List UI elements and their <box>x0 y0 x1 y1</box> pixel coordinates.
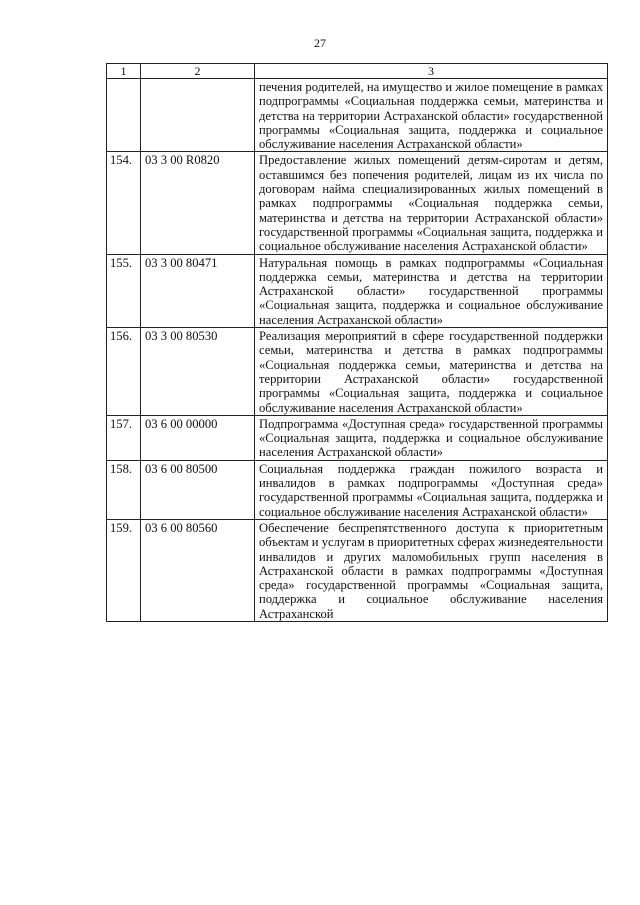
row-code: 03 6 00 80500 <box>141 460 255 519</box>
header-col-3: 3 <box>255 64 608 79</box>
row-description: Подпрограмма «Доступная среда» государственной программы «Социальная защита, поддержка и социальное обслуживание населения Астраханской области» <box>255 415 608 460</box>
table-row <box>107 519 608 621</box>
header-col-2: 2 <box>141 64 255 79</box>
row-number: 157. <box>107 415 141 460</box>
row-number <box>107 79 141 152</box>
table-header-row <box>107 64 608 79</box>
table-row <box>107 460 608 519</box>
row-number: 155. <box>107 254 141 327</box>
table-row <box>107 79 608 152</box>
row-number: 154. <box>107 152 141 254</box>
row-description: Натуральная помощь в рамках подпрограммы «Социальная поддержка семьи, материнства и детства на территории Астраханской области» государственной программы «Социальная защита, поддержка и социальное обслуживание населения Астраханской области» <box>255 254 608 327</box>
row-code: 03 3 00 80471 <box>141 254 255 327</box>
header-col-1: 1 <box>107 64 141 79</box>
table-row <box>107 328 608 416</box>
row-number: 159. <box>107 519 141 621</box>
row-description: Предоставление жилых помещений детям-сиротам и детям, оставшимся без попечения родителей, лицам из их числа по договорам найма специализированных жилых помещений в рамках подпрограммы «Социальная поддержка семьи, материнства и детства на территории Астраханской области» государственной программы «Социальная защита, поддержка и социальное обслуживание населения Астраханской области» <box>255 152 608 254</box>
budget-classification-table <box>106 63 608 622</box>
row-code: 03 3 00 R0820 <box>141 152 255 254</box>
row-description: Реализация мероприятий в сфере государственной поддержки семьи, материнства и детства в рамках подпрограммы «Социальная поддержка семьи, материнства и детства на территории Астраханской области» государственной программы «Социальная защита, поддержка и социальное обслуживание населения Астраханской области» <box>255 328 608 416</box>
row-code <box>141 79 255 152</box>
row-description: печения родителей, на имущество и жилое помещение в рамках подпрограммы «Социальная поддержка семьи, материнства и детства на территории Астраханской области» государственной программы «Социальная защита, поддержка и социальное обслуживание населения Астраханской области» <box>255 79 608 152</box>
page-number: 27 <box>314 36 326 50</box>
table-row <box>107 152 608 254</box>
row-code: 03 3 00 80530 <box>141 328 255 416</box>
row-description: Обеспечение беспрепятственного доступа к приоритетным объектам и услугам в приоритетных сферах жизнедеятельности инвалидов и других маломобильных групп населения в Астраханской области в рамках подпрограммы «Доступная среда» государственной программы «Социальная защита, поддержка и социальное обслуживание населения Астраханской <box>255 519 608 621</box>
row-code: 03 6 00 00000 <box>141 415 255 460</box>
row-number: 158. <box>107 460 141 519</box>
row-code: 03 6 00 80560 <box>141 519 255 621</box>
row-description: Социальная поддержка граждан пожилого возраста и инвалидов в рамках подпрограммы «Доступная среда» государственной программы «Социальная защита, поддержка и социальное обслуживание населения Астраханской области» <box>255 460 608 519</box>
table-row <box>107 254 608 327</box>
row-number: 156. <box>107 328 141 416</box>
table-row <box>107 415 608 460</box>
